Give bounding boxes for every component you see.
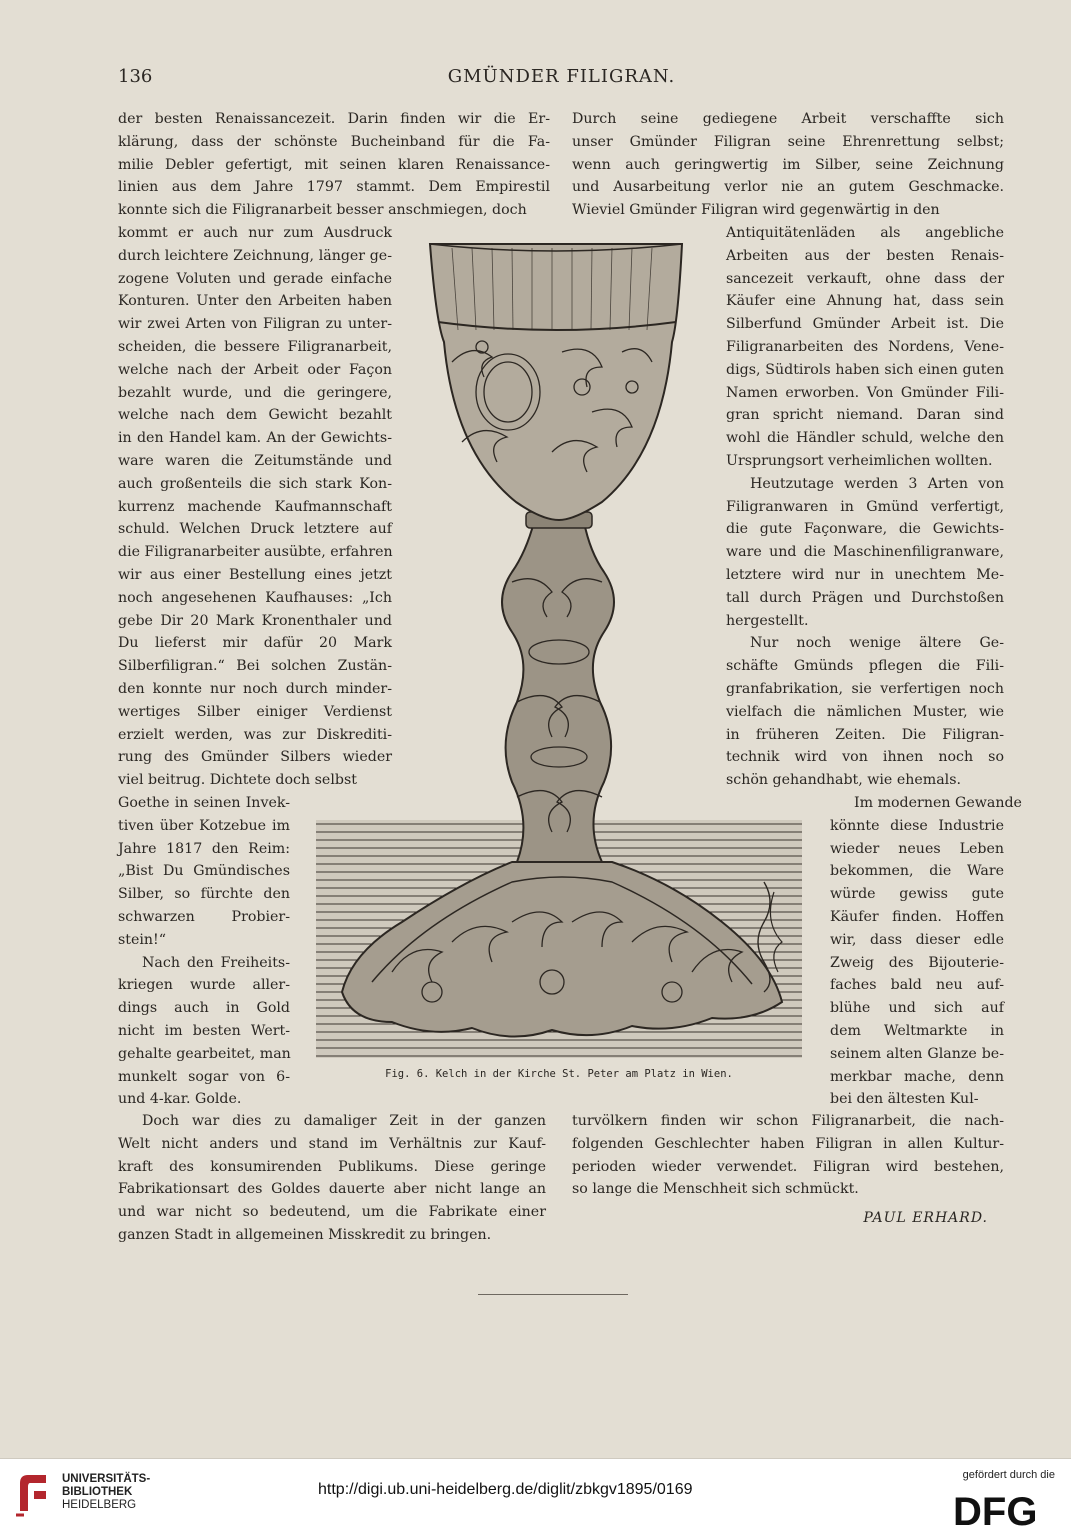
text-line: konnte sich die Filigranarbeit besser anschmiegen, doch — [118, 202, 527, 219]
text-line: durch leichtere Zeichnung, länger ge- — [118, 247, 392, 264]
text-line: wir, dass dieser edle — [830, 931, 1004, 948]
text-line: linien aus dem Jahre 1797 stammt. Dem Empirestil — [118, 179, 550, 196]
text-line: Filigranarbeiten des Nordens, Vene- — [726, 338, 1004, 355]
library-line-3: HEIDELBERG — [62, 1499, 137, 1511]
text-line: Silberfiligran.“ Bei solchen Zustän- — [118, 658, 392, 675]
text-line: in den Handel kam. An der Gewichts- — [118, 430, 392, 447]
text-line: tall durch Prägen und Durchstoßen — [726, 589, 1004, 606]
text-line: Filigranwaren in Gmünd verfertigt, — [726, 498, 1004, 515]
text-line: Jahre 1817 den Reim: — [118, 840, 290, 857]
text-line: gehalte gearbeitet, man — [118, 1045, 291, 1062]
text-line: und 4-kar. Golde. — [118, 1091, 242, 1108]
text-line: Ursprungsort verheimlichen wollten. — [726, 452, 993, 469]
text-line: sancezeit verkauft, ohne dass der — [726, 270, 1004, 287]
text-line: schäfte Gmünds pflegen die Fili- — [726, 658, 1004, 675]
text-line: Doch war dies zu damaliger Zeit in der ganzen — [142, 1113, 546, 1129]
text-line: Käufer finden. Hoffen — [830, 908, 1004, 925]
right-narrow-text — [830, 792, 1022, 1111]
bottom-right-paragraph — [572, 1110, 1004, 1201]
text-line: Arbeiten aus der besten Renais- — [726, 247, 1004, 264]
text-line: perioden wieder verwendet. Filigran wird bestehen, — [572, 1158, 1004, 1175]
text-line: Goethe in seinen Invek- — [118, 795, 290, 811]
running-title: GMÜNDER FILIGRAN. — [447, 66, 676, 87]
dfg-logo-text: DFG — [953, 1490, 1038, 1534]
author-signature: PAUL ERHARD. — [863, 1210, 988, 1226]
text-line: viel beitrug. Dichtete doch selbst — [118, 772, 357, 789]
text-line: Konturen. Unter den Arbeiten haben — [118, 293, 392, 310]
library-line-2: BIBLIOTHEK — [62, 1486, 133, 1498]
text-line: nicht im besten Wert- — [118, 1022, 290, 1039]
figure-caption: Fig. 6. Kelch in der Kirche St. Peter am Platz in Wien. — [385, 1068, 733, 1080]
text-line: und Ausarbeitung verlor nie an gutem Geschmacke. — [572, 179, 1004, 196]
text-line: rung des Gmünder Silbers wieder — [118, 749, 392, 766]
text-line: seinem alten Glanze be- — [830, 1045, 1004, 1062]
funded-by-label: gefördert durch die — [962, 1469, 1055, 1481]
text-line: granfabrikation, sie verfertigen noch — [726, 680, 1004, 697]
text-line: noch angesehenen Kaufhauses: „Ich — [118, 589, 392, 606]
text-line: in früheren Zeiten. Die Filigran- — [726, 726, 1004, 743]
text-line: welche nach dem Gewicht bezahlt — [118, 407, 392, 424]
dfg-logo-icon[interactable] — [951, 1489, 1057, 1534]
text-line: kraft des konsumirenden Publikums. Diese geringe — [118, 1158, 546, 1175]
text-line: unser Gmünder Filigran seine Ehrenrettung selbst; — [572, 133, 1004, 150]
text-line: ware und die Maschinenfiligranware, — [726, 544, 1004, 561]
text-line: scheiden, die bessere Filigranarbeit, — [118, 338, 392, 355]
text-line: Welt nicht anders und stand im Verhältnis zur Kauf- — [118, 1135, 546, 1152]
text-line: dem Weltmarkte in — [830, 1022, 1004, 1039]
text-line: den konnte nur noch durch minder- — [118, 680, 392, 697]
text-line: ware waren die Zeitumstände und — [118, 452, 392, 469]
text-line: dings auch in Gold — [118, 1000, 290, 1017]
text-line: so lange die Menschheit sich schmückt. — [572, 1181, 859, 1198]
library-name — [62, 1473, 150, 1512]
text-line: zogene Voluten und gerade einfache — [118, 270, 392, 287]
text-line: klärung, dass der schönste Bucheinband für die Fa- — [118, 133, 550, 150]
text-line: Heutzutage werden 3 Arten von — [750, 475, 1004, 492]
text-line: Nur noch wenige ältere Ge- — [750, 635, 1004, 652]
text-line: wohl die Händler schuld, welche den — [726, 430, 1004, 447]
chalice-cup — [430, 244, 682, 520]
text-line: munkelt sogar von 6- — [118, 1068, 290, 1085]
text-line: könnte diese Industrie — [830, 817, 1004, 834]
text-line: „Bist Du Gmündisches — [118, 863, 290, 880]
text-line: schwarzen Probier- — [118, 908, 290, 925]
text-line: folgenden Geschlechter haben Filigran in allen Kultur- — [572, 1135, 1004, 1152]
library-line-1: UNIVERSITÄTS- — [62, 1473, 151, 1485]
digitization-footer — [0, 1458, 1071, 1539]
page-header — [118, 66, 1005, 92]
text-line: Silberfund Gmünder Arbeit ist. Die — [726, 316, 1004, 333]
text-line: wir zwei Arten von Filigran zu unter- — [118, 316, 392, 333]
text-line: faches bald neu auf- — [830, 977, 1004, 994]
text-line: Käufer eine Ahnung hat, dass sein — [726, 293, 1004, 310]
text-line: gebe Dir 20 Mark Kronenthaler und — [118, 612, 392, 629]
permalink-url[interactable]: http://digi.ub.uni-heidelberg.de/diglit/zbkgv1895/0169 — [318, 1481, 693, 1498]
right-column-top — [572, 108, 1004, 222]
bottom-left-paragraph — [118, 1110, 546, 1247]
text-line: Silber, so fürchte den — [118, 886, 290, 903]
text-line: Durch seine gediegene Arbeit verschaffte sich — [572, 111, 1004, 127]
text-line: milie Debler gefertigt, mit seinen klaren Renaissance- — [118, 156, 550, 173]
text-line: blühe und sich auf — [830, 1000, 1004, 1017]
text-line: die gute Façonware, die Gewichts- — [726, 521, 1004, 538]
left-column-top — [118, 108, 550, 222]
text-line: und war nicht so bedeutend, um die Fabrikate einer — [118, 1204, 546, 1221]
text-line: gran spricht niemand. Daran sind — [726, 407, 1004, 424]
text-line: kommt er auch nur zum Ausdruck — [118, 225, 392, 241]
text-line: turvölkern finden wir schon Filigranarbeit, die nach- — [572, 1113, 1004, 1129]
text-line: bekommen, die Ware — [830, 863, 1004, 880]
text-line: merkbar mache, denn — [830, 1068, 1004, 1085]
text-line: Nach den Freiheits- — [142, 954, 290, 971]
text-line: kurrenz machende Kaufmannschaft — [118, 498, 392, 515]
text-line: digs, Südtirols haben sich einen guten — [726, 361, 1004, 378]
text-line: hergestellt. — [726, 612, 809, 629]
text-line: würde gewiss gute — [830, 886, 1004, 903]
end-rule — [478, 1294, 628, 1295]
text-line: Antiquitätenläden als angebliche — [726, 225, 1004, 241]
text-line: wertiges Silber einiger Verdienst — [118, 703, 392, 720]
library-logo-icon[interactable] — [12, 1471, 52, 1517]
left-narrow-text — [118, 792, 290, 1111]
text-line: der besten Renaissancezeit. Darin finden wir die Er- — [118, 111, 550, 127]
text-line: Fabrikationsart des Goldes dauerte aber nicht lange an — [118, 1181, 546, 1198]
text-line: Namen erworben. Von Gmünder Fili- — [726, 384, 1004, 401]
chalice-stem — [502, 512, 614, 862]
text-line: technik wird von ihnen noch so — [726, 749, 1004, 766]
text-line: Zweig des Bijouterie- — [830, 954, 1004, 971]
text-line: die Filigranarbeiter ausübte, erfahren — [118, 544, 393, 561]
text-line: wir aus einer Bestellung eines jetzt — [118, 566, 392, 583]
chalice-illustration — [312, 222, 806, 1062]
text-line: vielfach die nämlichen Muster, wie — [726, 703, 1004, 720]
text-line: schön gehandhabt, wie ehemals. — [726, 772, 962, 789]
text-line: erzielt werden, was zur Diskrediti- — [118, 726, 392, 743]
text-line: bezahlt wurde, und die geringere, — [118, 384, 392, 401]
text-line: letztere wird nur in unechtem Me- — [726, 566, 1004, 583]
text-line: schuld. Welchen Druck letztere auf — [118, 521, 392, 538]
text-line: Im modernen Gewande — [854, 795, 1022, 811]
text-line: wenn auch geringwertig im Silber, seine Zeichnung — [572, 156, 1004, 173]
page-number: 136 — [118, 66, 153, 87]
text-line: ganzen Stadt in allgemeinen Misskredit zu bringen. — [118, 1226, 492, 1243]
text-line: kriegen wurde aller- — [118, 977, 290, 994]
text-line: welche nach der Arbeit oder Façon — [118, 361, 392, 378]
text-line: bei den ältesten Kul- — [830, 1091, 979, 1108]
text-line: stein!“ — [118, 931, 167, 948]
text-line: Wieviel Gmünder Filigran wird gegenwärtig in den — [572, 202, 940, 219]
text-line: tiven über Kotzebue im — [118, 817, 290, 834]
text-line: Du lieferst mir dafür 20 Mark — [118, 635, 392, 652]
text-line: wieder neues Leben — [830, 840, 1004, 857]
text-line: auch großenteils die sich stark Kon- — [118, 475, 392, 492]
